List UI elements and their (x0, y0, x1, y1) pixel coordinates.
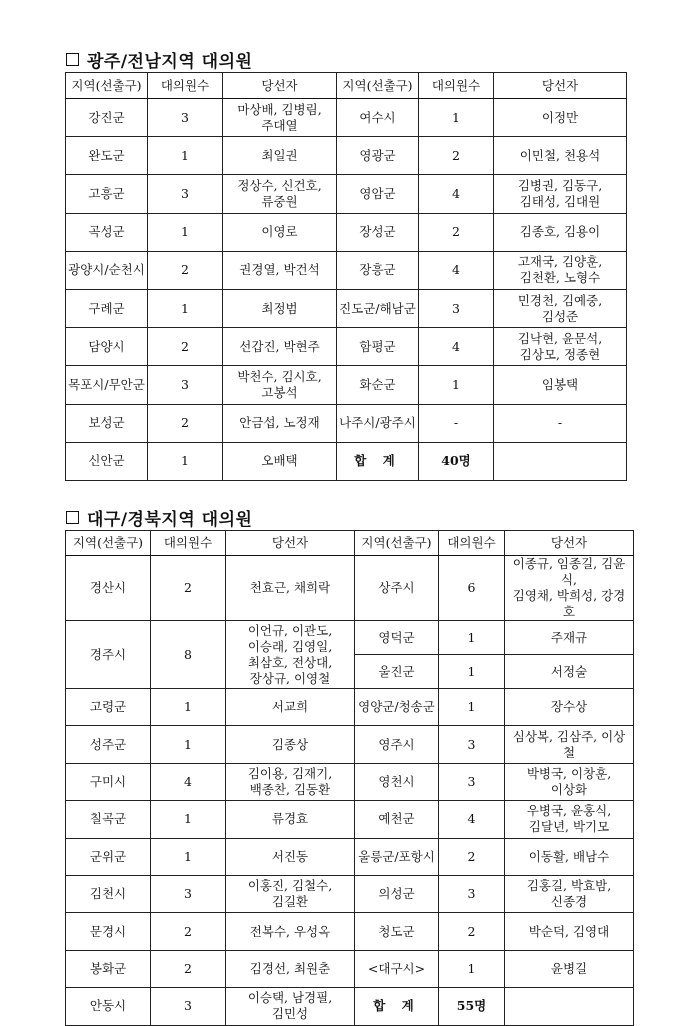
table-row (66, 838, 634, 875)
count-cell: 3 (439, 726, 505, 763)
count-cell: 2 (419, 137, 494, 175)
count-cell: 3 (439, 763, 505, 800)
table-header-row (66, 531, 634, 556)
elected-cell: 장수상 (505, 689, 634, 726)
elected-cell: 서교희 (226, 689, 355, 726)
elected-cell: 박순덕, 김영대 (505, 913, 634, 950)
table-row (66, 328, 627, 366)
count-cell: 1 (419, 366, 494, 404)
elected-cell: 서진동 (226, 838, 355, 875)
region-cell: 진도군/해남군 (337, 289, 419, 327)
count-cell: 2 (151, 556, 226, 621)
table-row (66, 763, 634, 800)
region-cell: 군위군 (66, 838, 151, 875)
elected-cell: 김종호, 김용이 (494, 213, 627, 251)
region-cell: 영암군 (337, 175, 419, 213)
region-cell: 경산시 (66, 556, 151, 621)
region-cell: 상주시 (355, 556, 439, 621)
checkbox-icon (66, 511, 79, 524)
section-title-text: 광주/전남지역 대의원 (87, 52, 253, 72)
region-cell: 예천군 (355, 801, 439, 838)
count-cell: 1 (148, 213, 223, 251)
header-region: 지역(선출구) (66, 73, 148, 99)
table-row (66, 289, 627, 327)
region-cell: 울진군 (355, 655, 439, 689)
region-cell: 나주시/광주시 (337, 404, 419, 442)
header-elected: 당선자 (494, 73, 627, 99)
count-cell: 1 (151, 801, 226, 838)
elected-cell: 이승택, 남경필, 김민성 (226, 988, 355, 1025)
region-cell: 김천시 (66, 875, 151, 912)
elected-cell: 천효근, 채희락 (226, 556, 355, 621)
count-cell: 3 (148, 366, 223, 404)
region-cell: <대구시> (355, 950, 439, 987)
header-region: 지역(선출구) (337, 73, 419, 99)
region-cell: 영광군 (337, 137, 419, 175)
count-cell: 2 (151, 913, 226, 950)
region-cell: 문경시 (66, 913, 151, 950)
section-title-text: 대구/경북지역 대의원 (87, 510, 253, 530)
count-cell: 1 (439, 689, 505, 726)
elected-cell: 안금섭, 노정재 (223, 404, 337, 442)
header-count: 대의원수 (151, 531, 226, 556)
table-row (66, 950, 634, 987)
region-cell: 구례군 (66, 289, 148, 327)
header-count: 대의원수 (419, 73, 494, 99)
region-cell: 목포시/무안군 (66, 366, 148, 404)
header-count: 대의원수 (439, 531, 505, 556)
table-row (66, 556, 634, 621)
region-cell: 장성군 (337, 213, 419, 251)
elected-cell: 김병권, 김동구, 김태성, 김대원 (494, 175, 627, 213)
elected-cell: 정상수, 신건호, 류중원 (223, 175, 337, 213)
elected-cell: 고재국, 김양훈, 김천환, 노형수 (494, 251, 627, 289)
region-cell: 담양시 (66, 328, 148, 366)
elected-cell: 민경천, 김예중, 김성준 (494, 289, 627, 327)
count-cell: 3 (148, 99, 223, 137)
total-label-cell: 합 계 (355, 988, 439, 1025)
region-cell: 봉화군 (66, 950, 151, 987)
section-title-daegu (66, 505, 252, 530)
header-region: 지역(선출구) (66, 531, 151, 556)
region-cell: 칠곡군 (66, 801, 151, 838)
region-cell: 여수시 (337, 99, 419, 137)
region-cell: 영주시 (355, 726, 439, 763)
count-cell: 2 (148, 251, 223, 289)
count-cell: 3 (148, 175, 223, 213)
table-row (66, 213, 627, 251)
region-cell: 화순군 (337, 366, 419, 404)
count-cell: 3 (151, 988, 226, 1025)
table-row (66, 99, 627, 137)
count-cell: 2 (439, 838, 505, 875)
count-cell: 1 (148, 442, 223, 480)
elected-cell: - (494, 404, 627, 442)
total-count-cell: 55명 (439, 988, 505, 1025)
table-header-row (66, 73, 627, 99)
table-row (66, 404, 627, 442)
count-cell: 1 (439, 950, 505, 987)
region-cell: 함평군 (337, 328, 419, 366)
count-cell: 1 (148, 137, 223, 175)
region-cell: 안동시 (66, 988, 151, 1025)
elected-cell: 최일권 (223, 137, 337, 175)
region-cell: 영천시 (355, 763, 439, 800)
region-cell: 고령군 (66, 689, 151, 726)
elected-cell: 류경효 (226, 801, 355, 838)
table-row (66, 366, 627, 404)
region-cell: 장흥군 (337, 251, 419, 289)
table-row (66, 913, 634, 950)
count-cell: - (419, 404, 494, 442)
region-cell: 고흥군 (66, 175, 148, 213)
elected-cell: 윤병길 (505, 950, 634, 987)
count-cell: 4 (439, 801, 505, 838)
elected-cell: 김홍길, 박효밤, 신종경 (505, 875, 634, 912)
elected-cell: 이동활, 배남수 (505, 838, 634, 875)
elected-cell: 박병국, 이창훈, 이상화 (505, 763, 634, 800)
section-title-gwangju (66, 47, 252, 72)
count-cell: 1 (439, 621, 505, 655)
count-cell: 1 (439, 655, 505, 689)
elected-cell: 임봉택 (494, 366, 627, 404)
table-row (66, 442, 627, 480)
count-cell: 3 (419, 289, 494, 327)
count-cell: 4 (419, 175, 494, 213)
elected-cell: 이정만 (494, 99, 627, 137)
table-row (66, 137, 627, 175)
checkbox-icon (66, 53, 79, 66)
header-count: 대의원수 (148, 73, 223, 99)
region-cell: 경주시 (66, 621, 151, 689)
header-elected: 당선자 (505, 531, 634, 556)
elected-cell: 이종규, 임종길, 김윤식, 김영채, 박희성, 강경호 (505, 556, 634, 621)
elected-cell (505, 988, 634, 1025)
table-row (66, 726, 634, 763)
count-cell: 8 (151, 621, 226, 689)
elected-cell: 권경열, 박건석 (223, 251, 337, 289)
region-cell: 신안군 (66, 442, 148, 480)
region-cell: 보성군 (66, 404, 148, 442)
count-cell: 4 (151, 763, 226, 800)
header-elected: 당선자 (223, 73, 337, 99)
elected-cell: 박천수, 김시호, 고봉석 (223, 366, 337, 404)
count-cell: 1 (151, 838, 226, 875)
count-cell: 4 (419, 328, 494, 366)
elected-cell: 김종상 (226, 726, 355, 763)
count-cell: 2 (419, 213, 494, 251)
elected-cell: 서정술 (505, 655, 634, 689)
count-cell: 3 (151, 875, 226, 912)
count-cell: 2 (151, 950, 226, 987)
elected-cell (494, 442, 627, 480)
table-row (66, 621, 634, 655)
gwangju-jeonnam-table (65, 72, 627, 481)
region-cell: 곡성군 (66, 213, 148, 251)
table-row (66, 801, 634, 838)
daegu-gyeongbuk-table (65, 530, 634, 1026)
count-cell: 3 (439, 875, 505, 912)
region-cell: 구미시 (66, 763, 151, 800)
count-cell: 1 (148, 289, 223, 327)
elected-cell: 이언규, 이관도, 이승래, 김영일, 최삼호, 전상대, 장상규, 이영철 (226, 621, 355, 689)
elected-cell: 이영로 (223, 213, 337, 251)
region-cell: 울릉군/포항시 (355, 838, 439, 875)
region-cell: 강진군 (66, 99, 148, 137)
elected-cell: 전복수, 우성옥 (226, 913, 355, 950)
elected-cell: 김이용, 김재기, 백종찬, 김동환 (226, 763, 355, 800)
elected-cell: 주재규 (505, 621, 634, 655)
header-region: 지역(선출구) (355, 531, 439, 556)
elected-cell: 김낙현, 윤문석, 김상모, 정종현 (494, 328, 627, 366)
region-cell: 광양시/순천시 (66, 251, 148, 289)
elected-cell: 이홍진, 김철수, 김길환 (226, 875, 355, 912)
table-row (66, 988, 634, 1025)
region-cell: 영덕군 (355, 621, 439, 655)
count-cell: 2 (148, 404, 223, 442)
region-cell: 청도군 (355, 913, 439, 950)
elected-cell: 최정범 (223, 289, 337, 327)
count-cell: 4 (419, 251, 494, 289)
elected-cell: 이민철, 천용석 (494, 137, 627, 175)
elected-cell: 심상복, 김삼주, 이상철 (505, 726, 634, 763)
total-label-cell: 합 계 (337, 442, 419, 480)
elected-cell: 오배택 (223, 442, 337, 480)
table-row (66, 689, 634, 726)
count-cell: 6 (439, 556, 505, 621)
count-cell: 2 (439, 913, 505, 950)
region-cell: 의성군 (355, 875, 439, 912)
header-elected: 당선자 (226, 531, 355, 556)
table-row (66, 175, 627, 213)
count-cell: 2 (148, 328, 223, 366)
elected-cell: 우병국, 윤홍식, 김달년, 박기모 (505, 801, 634, 838)
count-cell: 1 (151, 726, 226, 763)
region-cell: 성주군 (66, 726, 151, 763)
count-cell: 1 (151, 689, 226, 726)
elected-cell: 마상배, 김병림, 주대열 (223, 99, 337, 137)
table-row (66, 875, 634, 912)
region-cell: 영양군/청송군 (355, 689, 439, 726)
elected-cell: 선갑진, 박현주 (223, 328, 337, 366)
table-row (66, 251, 627, 289)
region-cell: 완도군 (66, 137, 148, 175)
total-count-cell: 40명 (419, 442, 494, 480)
count-cell: 1 (419, 99, 494, 137)
elected-cell: 김경선, 최원춘 (226, 950, 355, 987)
